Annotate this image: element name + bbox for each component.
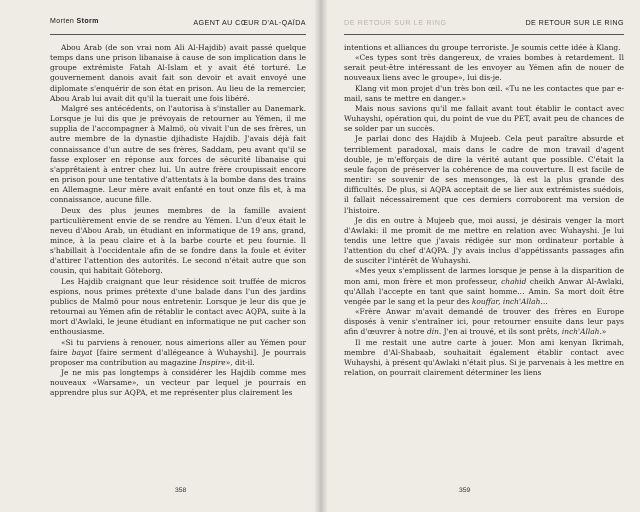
author-name: Morten Storm — [50, 18, 99, 25]
paragraph: «Frère Anwar m'avait demandé de trouver des frères en Europe disposés à venir s'entraîner ici, pour retourner ensuite dans leur pays afin d'œuvrer à notre din. J'en ai trouvé, et ils sont prêts, inch'Allah.» — [344, 307, 624, 337]
running-head-right — [344, 18, 624, 35]
paragraph: Je parlai donc des Hajdib à Mujeeb. Cela peut paraître absurde et terriblement paradoxal, mais dans le cadre de mon travail d'agent double, je m'efforçais de dire la vérité autant que possible. C'était la seule façon de préserver la cohérence de ma couverture. Il est facile de mentir: se souvenir de ses mensonges, là est la plus grande des difficultés. De plus, si AQPA acceptait de se lier aux extrémistes suédois, il fallait nécessairement que ces derniers corroborent ma version de l'histoire. — [344, 134, 624, 215]
right-page — [324, 0, 640, 512]
page-number: 358 — [175, 487, 187, 494]
faded-header-text: DE RETOUR SUR LE RING — [344, 18, 447, 27]
paragraph: Malgré ses antécédents, on l'autorisa à s'installer au Danemark. Lorsque je lui dis que je prévoyais de retourner au Yémen, il me supplia de l'accompagner à Malmö, où vivait l'un de ses frères, un autre membre de la dynastie djihadiste Hajdib. J'avais déjà fait connaissance d'un autre de ses frères, Saddam, peu avant qu'il se fasse exploser en réponse aux forces de sécurité libanaise qui s'apprêtaient à entrer chez lui. Un autre frère croupissait encore en prison pour une tentative d'attentats à la bombe dans des trains en Allemagne. Leur mère avait enfanté en tout onze fils et, à ma connaissance, aucune fille. — [50, 103, 306, 205]
paragraph: Les Hajdib craignant que leur résidence soit truffée de micros espions, nous primes prétexte d'une balade dans l'un des jardins publics de Malmö pour nous entretenir. Lorsque je leur dis que je retournai au Yémen afin de rétablir le contact avec AQPA, suite à la mort d'Awlaki, le jeune étudiant en informatique ne put cacher son enthousiasme. — [50, 276, 306, 337]
paragraph: Klang vit mon projet d'un très bon œil. «Tu ne les contactes que par e-mail, sans te mettre en danger.» — [344, 83, 624, 103]
left-page-text — [50, 43, 306, 398]
paragraph: «Si tu parviens à renouer, nous aimerions aller au Yémen pour faire bayat [faire serment d'allégeance à Wuhayshi]. Je pourrais proposer ma contribution au magazine Inspire», dit-il. — [50, 337, 307, 367]
right-page-text — [344, 43, 624, 378]
paragraph: Deux des plus jeunes membres de la famille avaient particulièrement envie de se rendre au Yémen. L'un d'eux était le neveu d'Abou Arab, un étudiant en informatique de 19 ans, grand, mince, à la peau claire et à la barbe courte et peu fournie. Il s'habillait à l'occidentale afin de se fondre dans la foule et éviter d'attirer l'attention des autorités. Le second n'était autre que son cousin, qui habitait Göteborg. — [50, 205, 306, 276]
paragraph: «Mes yeux s'emplissent de larmes lorsque je pense à la disparition de mon ami, mon frère et mon professeur, chahid cheikh Anwar Al-Awlaki, qu'Allah l'accepte en tant que saint homme… Amin. Sa mort doit être vengée par le sang et la peur des kouffar, inch'Allah… — [344, 266, 624, 306]
page-number: 359 — [459, 487, 471, 494]
book-title: AGENT AU CŒUR D'AL-QAÏDA — [193, 18, 306, 27]
chapter-title: DE RETOUR SUR LE RING — [525, 18, 624, 27]
paragraph: intentions et alliances du groupe terroriste. Je soumis cette idée à Klang. — [344, 43, 621, 52]
paragraph: Il me restait une autre carte à jouer. Mon ami kenyan Ikrimah, membre d'Al-Shabaab, souhaitait également établir contact avec Wuhayshi, à présent qu'Awlaki n'était plus. Si je parvenais à les mettre en relation, on pourrait clairement déterminer les liens — [344, 337, 624, 377]
left-page — [0, 0, 318, 512]
paragraph: Je dis en outre à Mujeeb que, moi aussi, je désirais venger la mort d'Awlaki: il me promit de me mettre en relation avec Wuhayshi. Je lui tendis une lettre que j'avais rédigée sur mon ordinateur portable à l'attention du chef d'AQPA. J'y avais inclus d'appétissants passages afin de susciter l'intérêt de Wuhayshi. — [344, 215, 624, 266]
paragraph: «Ces types sont très dangereux, de vraies bombes à retardement. Il serait peut-être intéressant de les envoyer au Yémen afin de nouer de nouveaux liens avec le groupe», lui dis-je. — [344, 53, 624, 83]
paragraph: Je ne mis pas longtemps à considérer les Hajdib comme mes nouveaux «Warsame», un vecteur par lequel je pourrais en apprendre plus sur AQPA, et me représenter plus clairement les — [50, 368, 306, 398]
running-head-left — [50, 18, 306, 35]
paragraph: Abou Arab (de son vrai nom Ali Al-Hajdib) avait passé quelque temps dans une prison libanaise à cause de son implication dans le groupe extrémiste Fatah Al-Islam et y avait été torturé. Le gouvernement danois avait fait son devoir et avait envoyé une diplomate s'enquérir de son état en prison. Au lieu de la remercier, Abou Arab lui avait dit qu'il la tuerait une fois libéré. — [50, 43, 306, 103]
paragraph: Mais nous savions qu'il me fallait avant tout établir le contact avec Wuhayshi, opération qui, du point de vue du PET, avait peu de chances de se solder par un succès. — [344, 103, 624, 134]
